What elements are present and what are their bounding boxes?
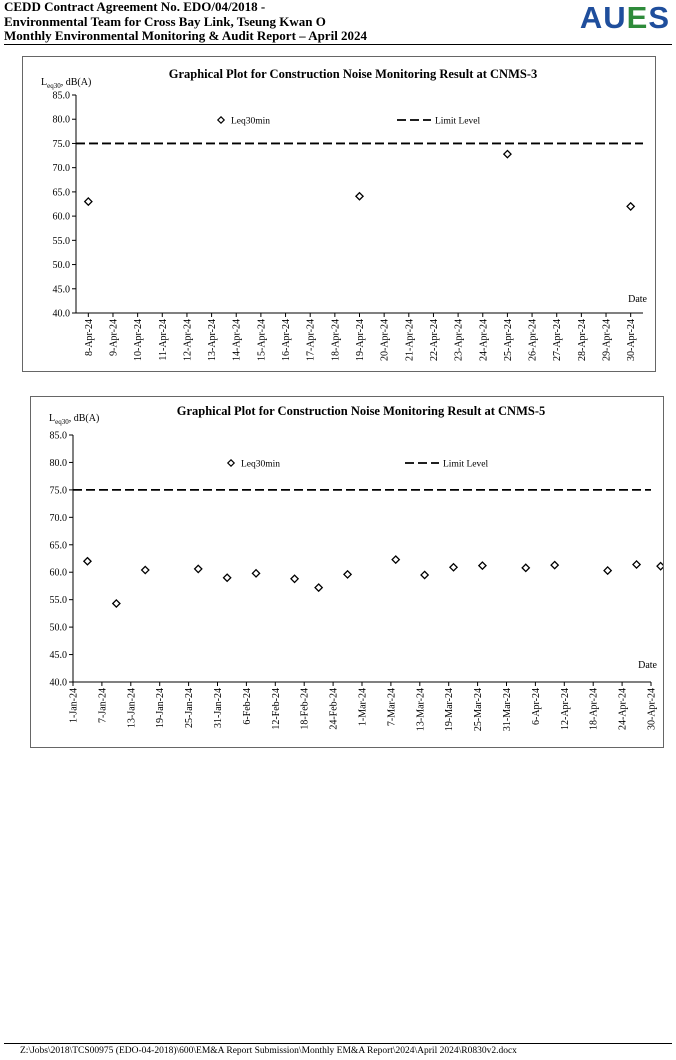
x-tick-label: 21-Apr-24: [404, 319, 416, 362]
data-point-leq30min: [627, 203, 634, 210]
x-tick-label: 30-Apr-24: [646, 688, 658, 731]
x-tick-label: 7-Jan-24: [97, 688, 109, 723]
data-point-leq30min: [142, 566, 149, 573]
x-tick-label: 18-Feb-24: [299, 688, 311, 730]
legend-label-limit-level: Limit Level: [443, 459, 489, 470]
data-point-leq30min: [113, 600, 120, 607]
legend-label-limit-level: Limit Level: [435, 116, 481, 127]
x-tick-label: 7-Mar-24: [386, 688, 398, 727]
chart-cnms-3: [22, 56, 656, 372]
y-tick-label: 60.0: [52, 211, 70, 223]
data-point-leq30min: [504, 151, 511, 158]
x-tick-label: 31-Jan-24: [213, 688, 224, 728]
logo-text-e: E: [626, 0, 649, 35]
y-tick-label: 40.0: [49, 677, 67, 689]
data-point-leq30min: [85, 198, 92, 205]
x-tick-label: 20-Apr-24: [379, 319, 391, 362]
legend-marker-leq30min: [218, 117, 224, 123]
data-point-leq30min: [344, 571, 351, 578]
x-tick-label: 17-Apr-24: [305, 319, 317, 362]
legend-marker-leq30min: [228, 460, 234, 466]
x-tick-label: 26-Apr-24: [527, 319, 539, 362]
x-tick-label: 13-Mar-24: [415, 688, 427, 732]
y-tick-label: 45.0: [49, 650, 67, 662]
data-point-leq30min: [479, 562, 486, 569]
y-tick-label: 55.0: [49, 595, 67, 607]
y-axis-label: $L_{eq30}$, dB(A): [41, 77, 92, 90]
x-tick-label: 24-Apr-24: [617, 688, 629, 731]
y-tick-label: 50.0: [52, 260, 70, 272]
y-tick-label: 70.0: [49, 512, 67, 524]
data-point-leq30min: [224, 574, 231, 581]
x-tick-label: 12-Apr-24: [182, 319, 194, 362]
x-tick-label: 13-Jan-24: [126, 688, 138, 728]
x-tick-label: 15-Apr-24: [256, 319, 268, 362]
x-tick-label: 1-Mar-24: [357, 688, 369, 727]
y-tick-label: 65.0: [49, 540, 67, 552]
chart-title: Graphical Plot for Construction Noise Monitoring Result at CNMS-3: [168, 67, 538, 81]
data-point-leq30min: [252, 570, 259, 577]
y-tick-label: 45.0: [52, 284, 70, 296]
legend-label-leq30min: Leq30min: [241, 459, 281, 470]
x-tick-label: 19-Apr-24: [355, 319, 366, 362]
data-point-leq30min: [195, 565, 202, 572]
x-tick-label: 9-Apr-24: [108, 319, 120, 357]
x-tick-label: 31-Mar-24: [502, 688, 513, 732]
header-divider: [4, 44, 672, 45]
y-tick-label: 40.0: [52, 308, 70, 320]
data-point-leq30min: [450, 564, 457, 571]
x-tick-label: 13-Apr-24: [207, 319, 219, 362]
x-tick-label: 18-Apr-24: [330, 319, 342, 362]
y-axis-label: $L_{eq30}$, dB(A): [49, 413, 100, 426]
data-point-leq30min: [315, 584, 322, 591]
x-tick-label: 18-Apr-24: [588, 688, 600, 731]
x-tick-label: 24-Apr-24: [478, 319, 490, 362]
x-tick-label: 19-Mar-24: [444, 688, 456, 732]
y-tick-label: 85.0: [52, 90, 70, 102]
y-tick-label: 85.0: [49, 430, 67, 442]
data-point-leq30min: [291, 575, 298, 582]
x-tick-label: 25-Jan-24: [184, 688, 196, 728]
logo-text-s: S: [648, 0, 670, 35]
x-tick-label: 25-Apr-24: [502, 319, 514, 362]
data-point-leq30min: [522, 564, 529, 571]
data-point-leq30min: [604, 567, 611, 574]
legend-label-leq30min: Leq30min: [231, 116, 271, 127]
x-tick-label: 10-Apr-24: [133, 319, 145, 362]
chart-cnms-5: [30, 396, 664, 748]
x-tick-label: 27-Apr-24: [552, 319, 564, 362]
x-tick-label: 16-Apr-24: [281, 319, 293, 362]
x-tick-label: 1-Jan-24: [68, 688, 80, 723]
chart-cnms-3-svg: [23, 57, 655, 371]
x-tick-label: 22-Apr-24: [428, 319, 440, 362]
x-tick-label: 23-Apr-24: [453, 319, 465, 362]
x-tick-label: 11-Apr-24: [157, 319, 169, 361]
x-tick-label: 12-Feb-24: [270, 688, 282, 730]
y-tick-label: 50.0: [49, 622, 67, 634]
x-tick-label: 6-Apr-24: [530, 688, 542, 726]
data-point-leq30min: [84, 558, 91, 565]
aues-logo: [580, 2, 670, 34]
y-tick-label: 75.0: [52, 138, 70, 150]
header-contract-line: CEDD Contract Agreement No. EDO/04/2018 -: [4, 0, 266, 14]
x-tick-label: 8-Apr-24: [83, 319, 95, 357]
y-tick-label: 80.0: [52, 114, 70, 126]
chart-title: Graphical Plot for Construction Noise Monitoring Result at CNMS-5: [176, 404, 546, 418]
data-point-leq30min: [657, 563, 663, 570]
x-tick-label: 24-Feb-24: [328, 688, 340, 730]
data-point-leq30min: [421, 571, 428, 578]
x-tick-label: 6-Feb-24: [241, 688, 253, 725]
x-tick-label: 28-Apr-24: [576, 319, 588, 362]
header-report-line: Monthly Environmental Monitoring & Audit Report – April 2024: [4, 28, 368, 43]
y-tick-label: 55.0: [52, 235, 70, 247]
header-project-line: Environmental Team for Cross Bay Link, Tseung Kwan O: [4, 13, 326, 29]
x-tick-label: 14-Apr-24: [231, 319, 243, 362]
y-tick-label: 80.0: [49, 457, 67, 469]
x-tick-label: 12-Apr-24: [559, 688, 571, 731]
y-tick-label: 70.0: [52, 163, 70, 175]
y-tick-label: 65.0: [52, 187, 70, 199]
logo-text-au: AU: [579, 0, 627, 35]
x-tick-label: 29-Apr-24: [601, 319, 613, 362]
x-axis-label: Date: [628, 294, 647, 305]
x-tick-label: 19-Jan-24: [155, 688, 167, 728]
data-point-leq30min: [551, 561, 558, 568]
data-point-leq30min: [633, 561, 640, 568]
x-axis-label: Date: [638, 660, 657, 671]
x-tick-label: 30-Apr-24: [626, 319, 638, 362]
y-tick-label: 60.0: [49, 567, 67, 579]
footer-file-path: Z:\Jobs\2018\TCS00975 (EDO-04-2018)\600\EM&A Report Submission\Monthly EM&A Report\2024\April 2024\R0830v2.docx: [20, 1046, 517, 1056]
data-point-leq30min: [356, 193, 363, 200]
x-tick-label: 25-Mar-24: [473, 688, 485, 732]
y-tick-label: 75.0: [49, 485, 67, 497]
data-point-leq30min: [392, 556, 399, 563]
footer-divider: [4, 1043, 672, 1044]
chart-cnms-5-svg: [31, 397, 663, 747]
report-header: [4, 0, 367, 44]
